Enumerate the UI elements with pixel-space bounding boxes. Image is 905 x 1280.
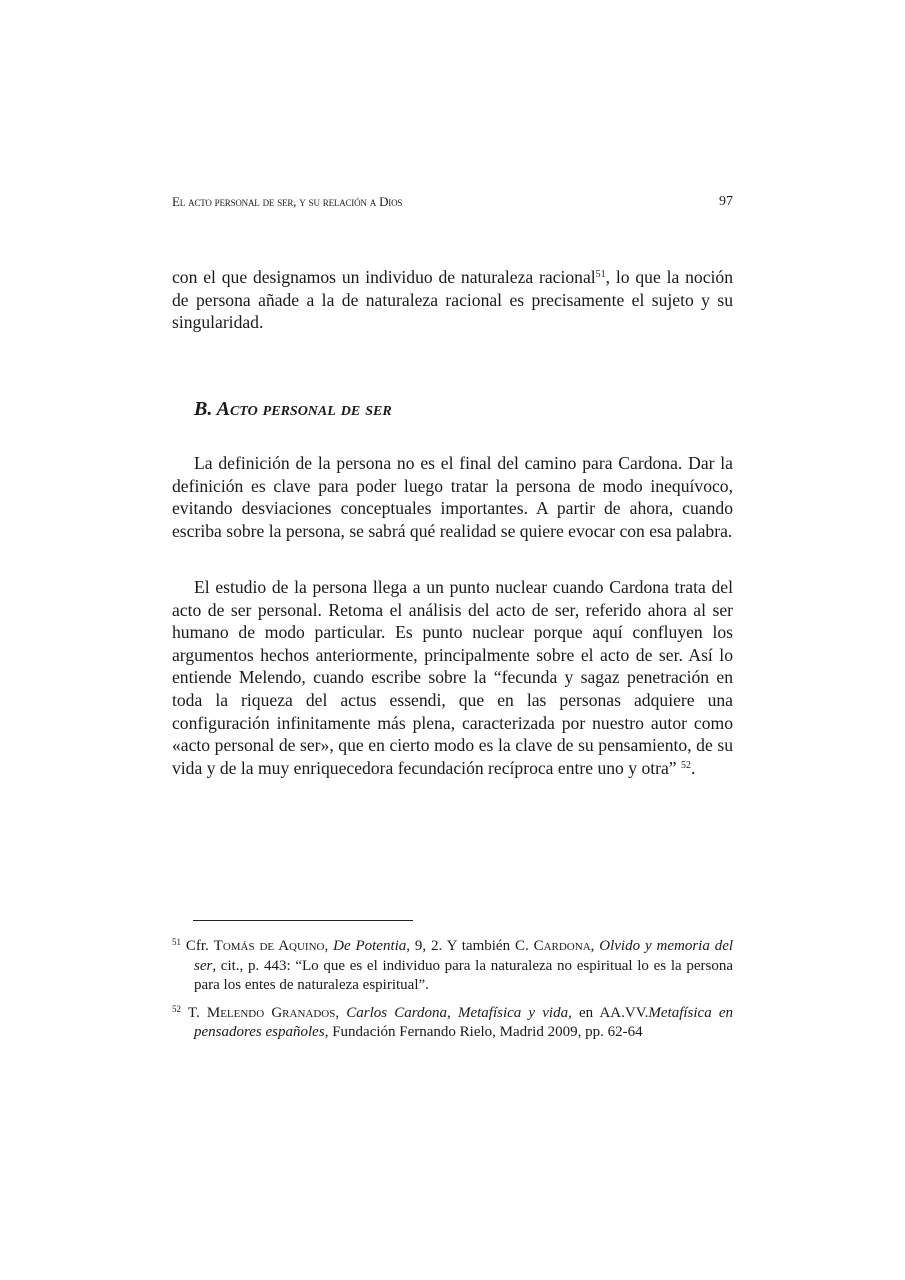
paragraph-text: El estudio de la persona llega a un punto nuclear cuando Cardona trata del acto de ser personal. Retoma el análisis del acto de ser, referido ahora al ser humano de modo particular. Es punto nuclear porque aquí confluyen los argumentos hechos anteriormente, principalmente sobre el acto de ser. Así lo entiende Melendo, cuando escribe sobre la “fecunda y sagaz penetración en toda la riqueza del actus essendi, que en las personas adquiere una configuración infinitamente más plena, caracterizada por nuestro autor como «acto personal de ser», que en cierto modo es la clave de su pensamiento, de su vida y de la muy enriquecedora fecundación recíproca entre uno y otra” xyxy=(172,577,733,778)
fn-text: T. xyxy=(187,1004,207,1021)
fn-text: , xyxy=(324,938,334,954)
footnote-52 xyxy=(172,1004,733,1043)
fn-text: Cfr. xyxy=(185,938,214,954)
fn-work: De Potentia xyxy=(333,938,407,954)
running-header xyxy=(172,194,733,210)
fn-author: Cardona xyxy=(533,938,591,954)
fn-text: , 9, 2. Y también C. xyxy=(406,938,534,954)
footnote-number: 52 xyxy=(172,1003,181,1014)
fn-text: , xyxy=(590,938,600,954)
footnote-separator xyxy=(193,920,413,921)
paragraph-text: con el que designamos un individuo de naturaleza racional xyxy=(172,267,596,287)
page-number: 97 xyxy=(719,194,733,209)
fn-text: , cit., p. 443: “Lo que es el individuo para la naturaleza no espiritual lo es la persona para los entes de naturaleza espiritual”. xyxy=(194,957,733,993)
paragraph xyxy=(172,576,733,779)
fn-author: Melendo Granados xyxy=(206,1004,336,1021)
fn-text: , en AA.VV. xyxy=(568,1004,649,1021)
footnotes xyxy=(172,937,733,1043)
running-title: El acto personal de ser, y su relación a Dios xyxy=(172,194,403,209)
fn-work: Metafísica en pensadores españoles xyxy=(194,1004,734,1040)
paragraph-continued xyxy=(172,266,733,334)
fn-text: , xyxy=(335,1004,347,1021)
paragraph: La definición de la persona no es el final del camino para Cardona. Dar la definición es clave para poder luego tratar la persona de modo inequívoco, evitando desviaciones conceptuales importantes. A partir de ahora, cuando escriba sobre la persona, se sabrá qué realidad se quiere evocar con esa palabra. xyxy=(172,453,733,541)
footnote-ref[interactable]: 51 xyxy=(595,269,606,280)
section-heading: B. Acto personal de ser xyxy=(194,398,392,420)
fn-work: Olvido y memoria del ser xyxy=(194,938,734,974)
footnote-51 xyxy=(172,937,733,996)
fn-work: Carlos Cardona, Metafísica y vida xyxy=(346,1004,569,1021)
footnote-ref[interactable]: 52 xyxy=(681,759,691,771)
paragraph-end: . xyxy=(691,757,696,778)
fn-author: Tomás de Aquino xyxy=(213,938,325,954)
paragraph-text: , lo que la noción de persona añade a la de naturaleza racional es precisamente el sujeto y su singularidad. xyxy=(172,267,733,333)
fn-text: , Fundación Fernando Rielo, Madrid 2009, pp. 62-64 xyxy=(324,1024,643,1040)
footnote-number: 51 xyxy=(172,937,181,947)
